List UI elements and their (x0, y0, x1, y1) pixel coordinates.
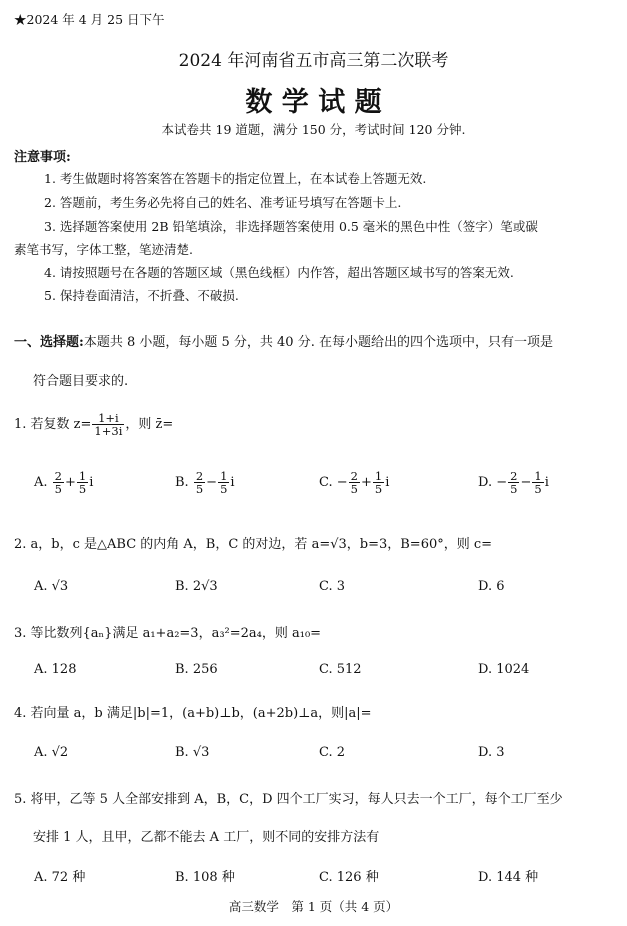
question-4-stem: 4. 若向量 a，b 满足|b|=1，(a+b)⊥b，(a+2b)⊥a，则|a|= (14, 706, 372, 721)
q3-option-c[interactable]: C. 512 (319, 662, 362, 677)
q1-option-a[interactable]: A. $\frac{2}{5}$ + $\frac{1}{5}$ i (34, 469, 94, 497)
q1-fraction: $\frac{1+i}{1+3i}$ (94, 411, 123, 439)
q3-option-a[interactable]: A. 128 (34, 662, 77, 677)
q4-option-a[interactable]: A. √2 (34, 745, 69, 760)
date-stamp: ★2024 年 4 月 25 日下午 (14, 12, 165, 27)
q2-option-a[interactable]: A. √3 (34, 579, 69, 594)
q4-option-d[interactable]: D. 3 (478, 745, 505, 760)
q5-option-b[interactable]: B. 108 种 (175, 870, 235, 885)
exam-info: 本试卷共 19 道题，满分 150 分，考试时间 120 分钟. (161, 122, 466, 137)
notice-item: 4. 请按照题号在各题的答题区域（黑色线框）内作答，超出答题区域书写的答案无效. (44, 265, 514, 280)
notice-item: 2. 答题前，考生务必先将自己的姓名、准考证号填写在答题卡上. (44, 195, 402, 210)
section-desc-line1: 本题共 8 小题，每小题 5 分，共 40 分. 在每小题给出的四个选项中，只有一项是 (83, 335, 553, 350)
q1-option-d[interactable]: D. − $\frac{2}{5}$ − $\frac{1}{5}$ i (478, 469, 549, 497)
exam-name: 2024 年河南省五市高三第二次联考 (178, 51, 449, 71)
question-5-stem-line1: 5. 将甲，乙等 5 人全部安排到 A，B，C，D 四个工厂实习，每人只去一个工厂，每个工厂至少 (14, 792, 563, 807)
notice-item: 素笔书写，字体工整，笔迹清楚. (14, 242, 193, 257)
q1-option-b[interactable]: B. $\frac{2}{5}$ − $\frac{1}{5}$ i (175, 469, 235, 497)
q1-option-c[interactable]: C. − $\frac{2}{5}$ + $\frac{1}{5}$ i (319, 469, 390, 497)
subject-title: 数 学 试 题 (245, 87, 382, 118)
q4-option-c[interactable]: C. 2 (319, 745, 346, 760)
question-1-stem: 1. 若复数 z= $\frac{1+i}{1+3i}$ ，则 z̄= (14, 411, 174, 439)
q5-option-c[interactable]: C. 126 种 (319, 870, 379, 885)
q3-option-d[interactable]: D. 1024 (478, 662, 530, 677)
question-3-stem: 3. 等比数列{aₙ}满足 a₁+a₂=3，a₃²=2a₄，则 a₁₀= (14, 626, 322, 641)
notice-item: 1. 考生做题时将答案答在答题卡的指定位置上，在本试卷上答题无效. (44, 171, 427, 186)
page-footer: 高三数学 第 1 页（共 4 页） (228, 899, 399, 914)
q4-option-b[interactable]: B. √3 (175, 745, 210, 760)
section-description (14, 331, 553, 350)
section-desc-line2: 符合题目要求的. (33, 374, 129, 389)
question-5-stem-line2: 安排 1 人，且甲，乙都不能去 A 工厂，则不同的安排方法有 (33, 830, 380, 845)
q2-option-d[interactable]: D. 6 (478, 579, 505, 594)
q5-option-a[interactable]: A. 72 种 (34, 870, 86, 885)
q2-option-c[interactable]: C. 3 (319, 579, 346, 594)
notice-item: 3. 选择题答案使用 2B 铅笔填涂，非选择题答案使用 0.5 毫米的黑色中性（签字）笔或碳 (44, 219, 538, 234)
q5-option-d[interactable]: D. 144 种 (478, 870, 539, 885)
q3-option-b[interactable]: B. 256 (175, 662, 218, 677)
question-2-stem: 2. a，b，c 是△ABC 的内角 A，B，C 的对边，若 a=√3，b=3，B=60°，则 c= (14, 537, 493, 552)
section-label: 一、选择题: (14, 335, 84, 350)
notice-item: 5. 保持卷面清洁，不折叠、不破损. (44, 288, 239, 303)
notice-heading: 注意事项: (14, 150, 71, 165)
q2-option-b[interactable]: B. 2√3 (175, 579, 218, 594)
